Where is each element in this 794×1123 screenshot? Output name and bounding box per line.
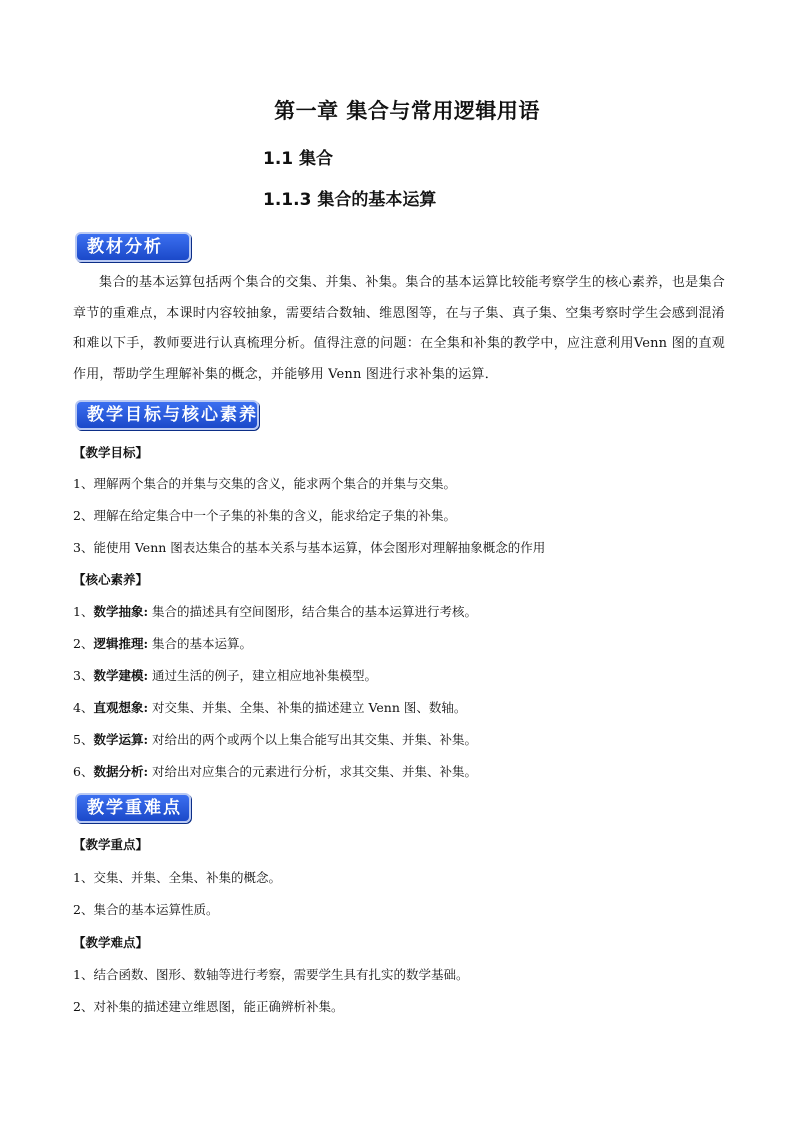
difficult-points-heading: 【教学难点】 xyxy=(73,935,149,950)
literacy-num: 4、 xyxy=(73,700,94,715)
core-literacy-heading: 【核心素养】 xyxy=(73,572,149,587)
literacy-num: 3、 xyxy=(73,668,94,683)
literacy-num: 1、 xyxy=(73,604,94,619)
goal-item: 3、能使用 Venn 图表达集合的基本关系与基本运算，体会图形对理解抽象概念的作用 xyxy=(73,540,546,555)
literacy-text: 集合的描述具有空间图形，结合集合的基本运算进行考核。 xyxy=(148,604,478,619)
literacy-term: 逻辑推理: xyxy=(93,636,149,651)
literacy-num: 2、 xyxy=(73,636,94,651)
teaching-goals-heading: 【教学目标】 xyxy=(73,445,149,460)
literacy-num: 6、 xyxy=(73,764,94,779)
chapter-title: 第一章 集合与常用逻辑用语 xyxy=(274,99,540,123)
literacy-text: 对给出的两个或两个以上集合能写出其交集、并集、补集。 xyxy=(148,732,478,747)
banner-textbook-analysis: 教材分析 xyxy=(75,232,191,262)
literacy-term: 数学抽象: xyxy=(93,604,149,619)
literacy-item xyxy=(73,602,477,620)
banner-goals-literacy: 教学目标与核心素养 xyxy=(75,400,259,430)
literacy-num: 5、 xyxy=(73,732,94,747)
key-point-item: 2、集合的基本运算性质。 xyxy=(73,902,219,917)
subsection-title: 1.1.3 集合的基本运算 xyxy=(263,190,437,210)
key-points-heading: 【教学重点】 xyxy=(73,837,149,852)
section-title: 1.1 集合 xyxy=(263,149,334,169)
literacy-item xyxy=(73,634,252,652)
literacy-item xyxy=(73,666,377,684)
difficult-point-item: 1、结合函数、图形、数轴等进行考察，需要学生具有扎实的数学基础。 xyxy=(73,967,469,982)
literacy-item xyxy=(73,730,477,748)
literacy-item xyxy=(73,698,466,716)
goal-item: 2、理解在给定集合中一个子集的补集的含义，能求给定子集的补集。 xyxy=(73,508,456,523)
banner-key-difficult-points: 教学重难点 xyxy=(75,793,191,823)
literacy-text: 通过生活的例子，建立相应地补集模型。 xyxy=(148,668,378,683)
literacy-text: 集合的基本运算。 xyxy=(148,636,253,651)
analysis-paragraph: 集合的基本运算包括两个集合的交集、并集、补集。集合的基本运算比较能考察学生的核心素养，也是集合章节的重难点，本课时内容较抽象，需要结合数轴、维恩图等，在与子集、真子集、空集考察时学生会感到混淆和难以下手，教师要进行认真梳理分析。值得注意的问题：在全集和补集的教学中，应注意利用Venn 图的直观作用，帮助学生理解补集的概念，并能够用 Venn 图进行求补集的运算． xyxy=(73,275,725,382)
difficult-point-item: 2、对补集的描述建立维恩图，能正确辨析补集。 xyxy=(73,999,344,1014)
literacy-term: 数学建模: xyxy=(93,668,149,683)
literacy-term: 数据分析: xyxy=(93,764,149,779)
literacy-item xyxy=(73,762,477,780)
literacy-term: 数学运算: xyxy=(93,732,149,747)
literacy-term: 直观想象: xyxy=(93,700,149,715)
literacy-text: 对给出对应集合的元素进行分析，求其交集、并集、补集。 xyxy=(148,764,478,779)
key-point-item: 1、交集、并集、全集、补集的概念。 xyxy=(73,870,281,885)
literacy-text: 对交集、并集、全集、补集的描述建立 Venn 图、数轴。 xyxy=(148,700,467,715)
goal-item: 1、理解两个集合的并集与交集的含义，能求两个集合的并集与交集。 xyxy=(73,476,456,491)
